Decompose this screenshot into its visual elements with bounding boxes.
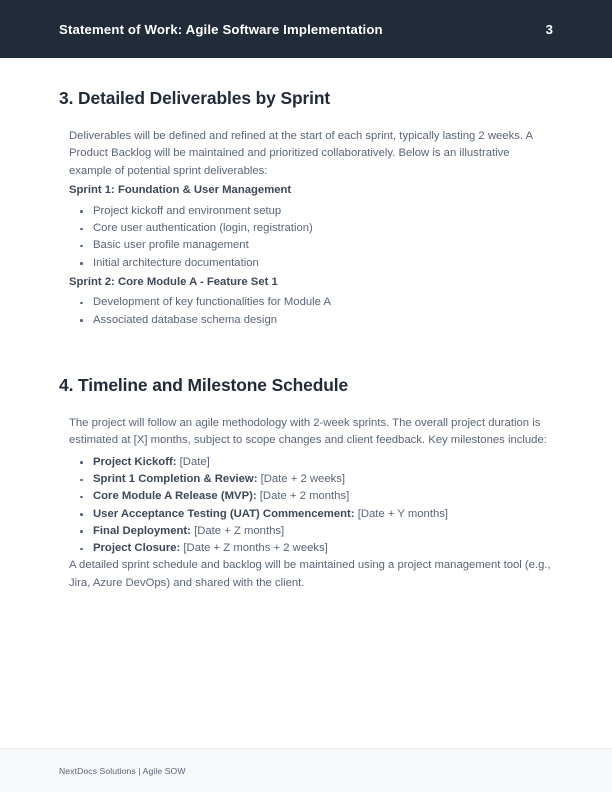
list-item: Initial architecture documentation	[0, 255, 612, 272]
list-item: Development of key functionalities for Module A	[0, 294, 612, 311]
list-item	[0, 454, 612, 471]
section-heading-3: 3. Detailed Deliverables by Sprint	[59, 88, 331, 108]
document-title: Statement of Work: Agile Software Implementation	[59, 21, 383, 37]
list-item	[0, 523, 612, 540]
page-footer	[0, 748, 612, 792]
milestone-label: Project Closure:	[93, 542, 181, 555]
milestone-value: [Date + 2 weeks]	[260, 472, 346, 485]
sprint-1-label: Sprint 1: Foundation & User Management	[69, 184, 292, 197]
page-number: 3	[545, 21, 553, 37]
footer-text: NextDocs Solutions | Agile SOW	[59, 765, 186, 776]
sprint-2-deliverables-list	[0, 291, 612, 329]
milestone-value: [Date + 2 months]	[259, 490, 350, 503]
list-item	[0, 488, 612, 505]
section-detailed-deliverables	[0, 58, 612, 329]
list-item: Basic user profile management	[0, 237, 612, 254]
milestone-list	[0, 450, 612, 558]
list-item: Associated database schema design	[0, 312, 612, 329]
page-header	[0, 0, 612, 58]
list-item	[0, 471, 612, 488]
section-timeline-milestones	[0, 329, 612, 592]
section-heading-4: 4. Timeline and Milestone Schedule	[59, 374, 349, 395]
section-3-paragraph: Deliverables will be defined and refined at the start of each sprint, typically lasting 2 weeks. A Product Backlog will be maintained and prioritized collaboratively. Below is an illustrative example of potential sprint deliverables:	[69, 130, 533, 177]
list-item: Project kickoff and environment setup	[0, 203, 612, 220]
milestone-value: [Date + Y months]	[357, 507, 449, 520]
document-content	[0, 58, 612, 592]
milestone-label: Project Kickoff:	[93, 455, 177, 468]
section-4-paragraph: The project will follow an agile methodology with 2-week sprints. The overall project duration is estimated at [X] months, subject to scope changes and client feedback. Key milestones include:	[69, 416, 547, 447]
milestone-value: [Date]	[179, 455, 210, 468]
sprint-1-deliverables-list	[0, 200, 612, 272]
list-item	[0, 540, 612, 557]
milestone-label: Sprint 1 Completion & Review:	[93, 472, 258, 485]
milestone-value: [Date + Z months + 2 weeks]	[183, 542, 328, 555]
milestone-value: [Date + Z months]	[194, 524, 285, 537]
milestone-label: Core Module A Release (MVP):	[93, 490, 257, 503]
milestone-label: Final Deployment:	[93, 524, 191, 537]
list-item: Core user authentication (login, registration)	[0, 220, 612, 237]
list-item	[0, 506, 612, 523]
section-4-closing-paragraph: A detailed sprint schedule and backlog will be maintained using a project management tool (e.g., Jira, Azure DevOps) and shared with the client.	[69, 559, 551, 589]
sprint-2-label: Sprint 2: Core Module A - Feature Set 1	[69, 275, 278, 288]
milestone-label: User Acceptance Testing (UAT) Commencement:	[93, 507, 355, 520]
